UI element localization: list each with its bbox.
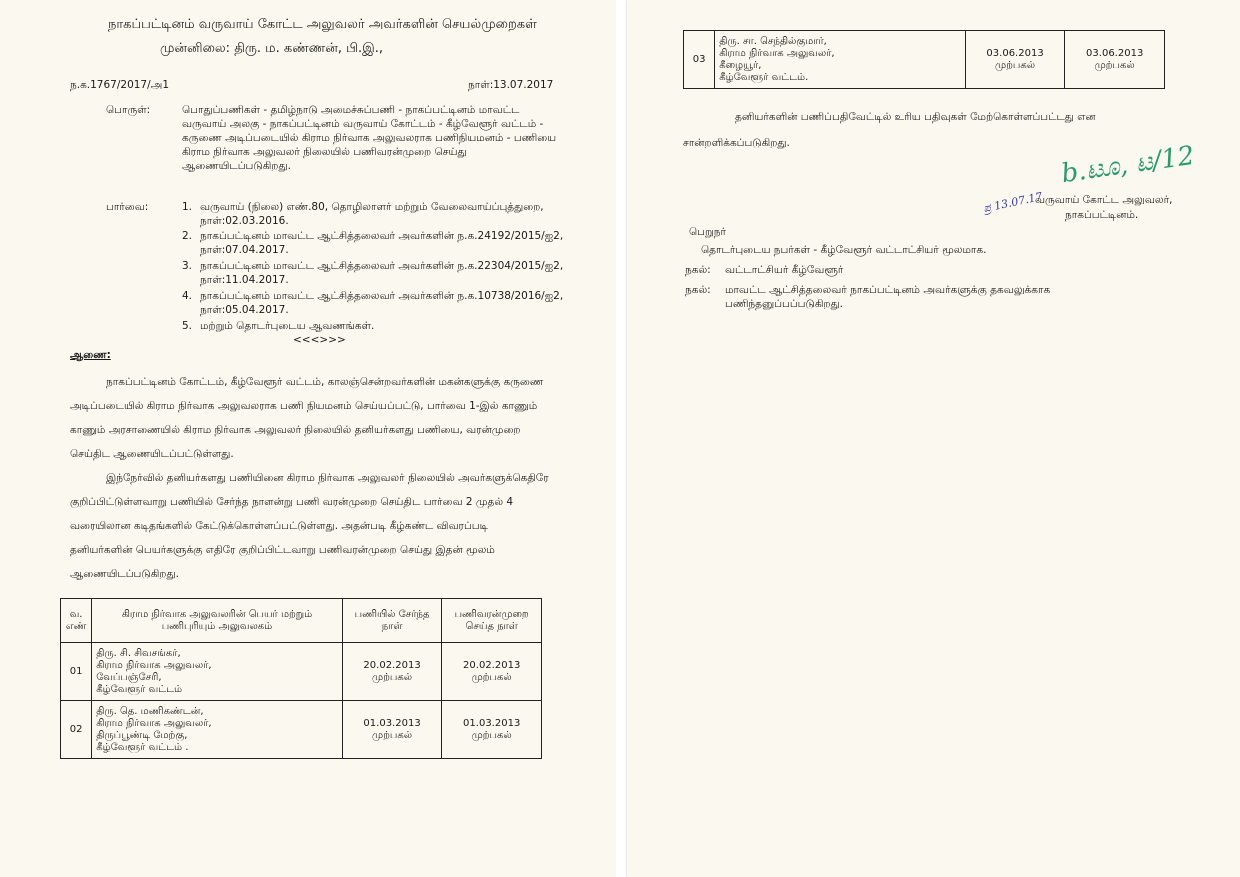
copy-recipient: வட்டாட்சியர் கீழ்வேளூர் <box>725 264 844 276</box>
name-line: திரு. தெ. மணிகண்டன், <box>96 705 204 717</box>
recipient-label: பெறுநர் <box>689 226 726 238</box>
paragraph-line: நாகப்பட்டினம் கோட்டம், கீழ்வேளூர் வட்டம், காலஞ்சென்றவர்களின் மகன்களுக்கு கருணை <box>106 376 544 388</box>
reference-text: மற்றும் தொடர்புடைய ஆவணங்கள். <box>200 320 375 332</box>
presiding-officer: முன்னிலை: திரு. ம. கண்ணன், பி.இ., <box>160 41 384 56</box>
name-line: திரு. சா. செந்தில்குமார், <box>719 35 827 47</box>
reference-text: நாகப்பட்டினம் மாவட்ட ஆட்சித்தலைவர் அவர்களின் ந.க.24192/2015/ஐ2, <box>200 230 564 242</box>
column-header-name <box>92 599 343 643</box>
session-text: முற்பகல் <box>372 671 413 683</box>
references-label: பார்வை: <box>106 201 149 213</box>
session-text: முற்பகல் <box>1094 59 1135 71</box>
date-text: 01.03.2013 <box>463 717 521 729</box>
subject-line: கருணை அடிப்படையில் கிராம நிர்வாக அலுவலராக பணிநியமனம் - பணியை <box>182 132 557 144</box>
header-text: கிராம நிர்வாக அலுவலரின் பெயர் மற்றும் <box>121 608 313 620</box>
paragraph-line: தனியர்களின் பெயர்களுக்கு எதிரே குறிப்பிட்டவாறு பணிவரன்முறை செய்து இதன் மூலம் <box>70 544 495 556</box>
page-gutter <box>616 0 627 877</box>
cell-sno: 02 <box>61 701 92 759</box>
certification-paragraph <box>683 104 1173 156</box>
name-line: கிராம நிர்வாக அலுவலர், <box>96 659 212 671</box>
section-separator: <<<>>> <box>293 334 346 346</box>
signatory-title: வருவாய் கோட்ட அலுவலர், <box>1035 194 1173 206</box>
cell-sno: 03 <box>684 31 715 89</box>
reference-number-label: 2. <box>182 230 193 242</box>
cell-regularised-date <box>1065 31 1165 89</box>
paragraph-line: தனியர்களின் பணிப்பதிவேட்டில் உரிய பதிவுகள் மேற்கொள்ளப்பட்டது என <box>735 111 1096 123</box>
paragraph-line: வரையிலான கடிதங்களில் கேட்டுக்கொள்ளப்பட்டுள்ளது. அதன்படி கீழ்கண்ட விவரப்படி <box>70 520 488 532</box>
session-text: முற்பகல் <box>471 671 512 683</box>
subject-line: வருவாய் அலகு - நாகப்பட்டினம் வருவாய் கோட்டம் - கீழ்வேளூர் வட்டம் - <box>182 118 544 130</box>
cell-join-date <box>342 701 442 759</box>
reference-number-label: 1. <box>182 201 193 213</box>
paragraph-line: சான்றளிக்கப்படுகிறது. <box>683 137 790 149</box>
regularisation-table-continued <box>683 30 1165 89</box>
subject-label: பொருள்: <box>106 104 151 116</box>
reference-number-label: 5. <box>182 320 193 332</box>
header-text: பணியில் சேர்ந்த <box>354 608 430 620</box>
table-header-row <box>61 599 542 643</box>
session-text: முற்பகல் <box>471 729 512 741</box>
cell-name <box>715 31 966 89</box>
subject-text <box>182 103 562 173</box>
reference-date: நாள்:05.04.2017. <box>200 304 289 316</box>
name-line: கீழ்வேளூர் வட்டம் . <box>96 741 189 753</box>
subject-line: கிராம நிர்வாக அலுவலர் நிலையில் பணிவரன்முறை செய்து <box>182 146 467 158</box>
paragraph-line: காணும் அரசாணையில் கிராம நிர்வாக அலுவலர் நிலையில் தனியர்களது பணியை, வரன்முறை <box>70 424 521 436</box>
header-text: எண் <box>65 620 87 632</box>
cell-join-date <box>965 31 1065 89</box>
date-text: 03.06.2013 <box>986 47 1044 59</box>
references-list <box>182 200 562 230</box>
reference-date: நாள்:11.04.2017. <box>200 274 289 286</box>
paragraph-line: ஆணையிடப்படுகிறது. <box>70 568 179 580</box>
session-text: முற்பகல் <box>995 59 1036 71</box>
name-line: திருப்பூண்டி மேற்கு, <box>96 729 188 741</box>
reference-number-label: 4. <box>182 290 193 302</box>
header-text: வ. <box>69 608 83 620</box>
paragraph-line: குறிப்பிட்டுள்ளவாறு பணியில் சேர்ந்த நாளன்று பணி வரன்முறை செய்திட பார்வை 2 முதல் 4 <box>70 496 514 508</box>
signatory-place: நாகப்பட்டினம். <box>1065 209 1139 221</box>
paragraph-line: செய்திட ஆணையிடப்பட்டுள்ளது. <box>70 448 234 460</box>
name-line: கீழ்வேளூர் வட்டம். <box>719 71 809 83</box>
table-row <box>61 701 542 759</box>
subject-line: பொதுப்பணிகள் - தமிழ்நாடு அமைச்சுப்பணி - நாகப்பட்டினம் மாவட்ட <box>182 104 520 116</box>
order-label: ஆணை: <box>70 349 111 361</box>
cell-join-date <box>342 643 442 701</box>
order-date: நாள்:13.07.2017 <box>468 79 554 91</box>
name-line: கிராம நிர்வாக அலுவலர், <box>96 717 212 729</box>
regularisation-table <box>60 598 542 759</box>
header-text: பணிவரன்முறை <box>454 608 529 620</box>
cell-name <box>92 643 343 701</box>
reference-date: நாள்:07.04.2017. <box>200 244 289 256</box>
recipient-text: தொடர்புடைய நபர்கள் - கீழ்வேளூர் வட்டாட்சியர் மூலமாக. <box>701 244 987 256</box>
date-text: 03.06.2013 <box>1086 47 1144 59</box>
cell-name <box>92 701 343 759</box>
cell-sno: 01 <box>61 643 92 701</box>
copy-recipient: மாவட்ட ஆட்சித்தலைவர் நாகப்பட்டினம் அவர்களுக்கு தகவலுக்காக <box>725 284 1051 296</box>
copy-recipient-line: பணிந்தனுப்பப்படுகிறது. <box>725 298 844 310</box>
header-text: நாள் <box>381 620 403 632</box>
table-row <box>684 31 1165 89</box>
name-line: கீழையூர், <box>719 59 762 71</box>
column-header-join-date <box>342 599 442 643</box>
document-page-1 <box>0 0 616 877</box>
copy-label: நகல்: <box>685 264 711 276</box>
name-line: கிராம நிர்வாக அலுவலர், <box>719 47 835 59</box>
paragraph-line: இந்நேர்வில் தனியர்களது பணியினை கிராம நிர்வாக அலுவலர் நிலையில் அவர்களுக்கெதிரே <box>106 472 549 484</box>
office-heading: நாகப்பட்டினம் வருவாய் கோட்ட அலுவலர் அவர்களின் செயல்முறைகள் <box>108 17 537 32</box>
header-text: பணிபுரியும் அலுவலகம் <box>161 620 273 632</box>
date-text: 20.02.2013 <box>363 659 421 671</box>
column-header-regularised-date <box>442 599 542 643</box>
cell-regularised-date <box>442 701 542 759</box>
name-line: கீழ்வேளூர் வட்டம் <box>96 683 183 695</box>
reference-text: நாகப்பட்டினம் மாவட்ட ஆட்சித்தலைவர் அவர்களின் ந.க.10738/2016/ஐ2, <box>200 290 564 302</box>
subject-line: ஆணையிடப்படுகிறது. <box>182 160 291 172</box>
document-page-2 <box>627 0 1240 877</box>
name-line: திரு. சி. சிவசங்கர், <box>96 647 181 659</box>
reference-text: நாகப்பட்டினம் மாவட்ட ஆட்சித்தலைவர் அவர்களின் ந.க.22304/2015/ஐ2, <box>200 260 564 272</box>
cell-regularised-date <box>442 643 542 701</box>
officer-signature: b.ಟೂ, ಟ/12 <box>1059 140 1197 190</box>
header-text: செய்த நாள் <box>465 620 518 632</box>
date-text: 20.02.2013 <box>463 659 521 671</box>
name-line: வேப்பஞ்சேரி, <box>96 671 162 683</box>
order-paragraph-1 <box>70 370 558 466</box>
reference-number: ந.க.1767/2017/அ1 <box>70 79 169 91</box>
session-text: முற்பகல் <box>372 729 413 741</box>
reference-date: நாள்:02.03.2016. <box>200 215 289 227</box>
column-header-sno <box>61 599 92 643</box>
date-text: 01.03.2013 <box>363 717 421 729</box>
reference-item <box>182 200 562 230</box>
copy-label: நகல்: <box>685 284 711 296</box>
paragraph-line: அடிப்படையில் கிராம நிர்வாக அலுவலராக பணி நியமனம் செய்யப்பட்டு, பார்வை 1-இல் காணும் <box>70 400 538 412</box>
table-row <box>61 643 542 701</box>
reference-number-label: 3. <box>182 260 193 272</box>
initials-mark: ಪ್ರ 13.07.17 <box>982 189 1044 216</box>
order-paragraph-2 <box>70 466 558 586</box>
reference-text: வருவாய் (நிலை) எண்.80, தொழிலாளர் மற்றும் வேலைவாய்ப்புத்துறை, <box>200 201 544 213</box>
